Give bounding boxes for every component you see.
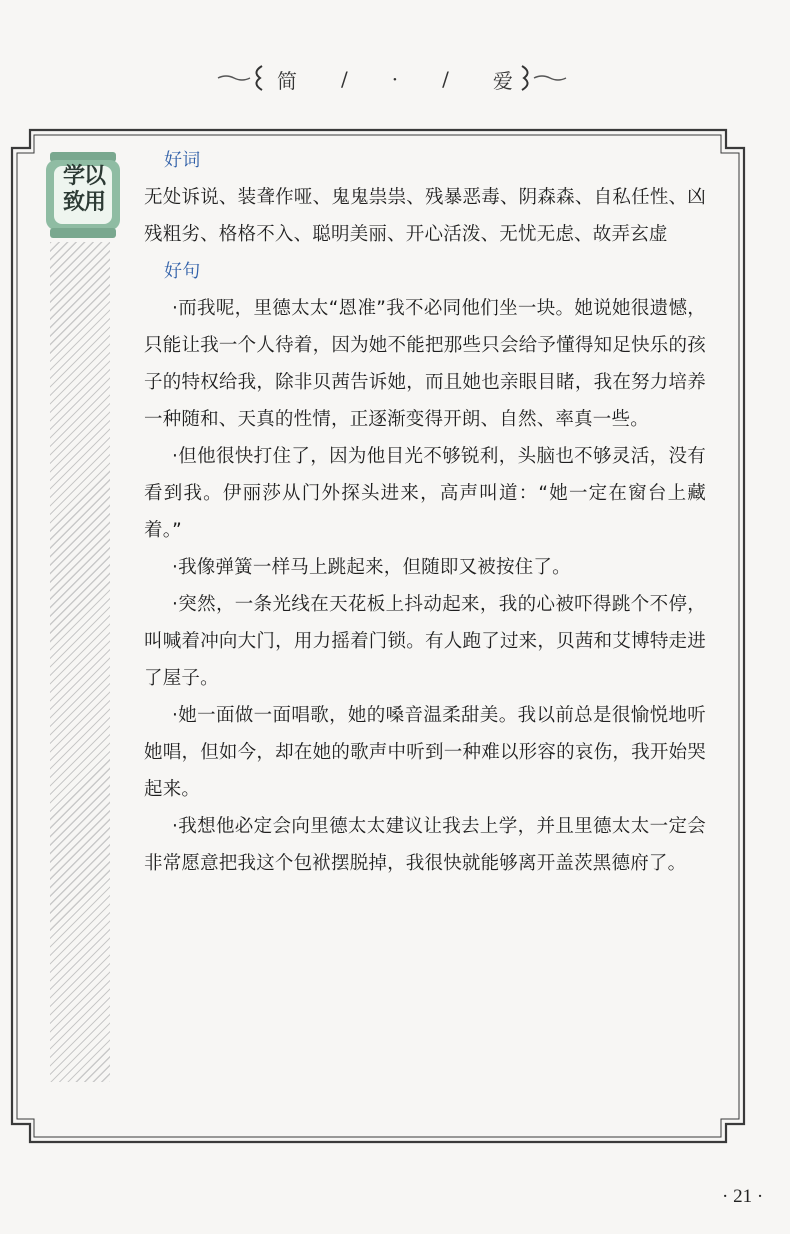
sentence-item: ·但他很快打住了，因为他目光不够锐利，头脑也不够灵活，没有看到我。伊丽莎从门外探头进来，高声叫道：“她一定在窗台上藏着。” <box>144 446 706 541</box>
title-char: 简 <box>277 68 297 93</box>
title-separator: / <box>442 67 449 91</box>
good-words-text: 无处诉说、装聋作哑、鬼鬼祟祟、残暴恶毒、阴森森、自私任性、凶残粗劣、格格不入、聪明美丽、开心活泼、无忧无虑、故弄玄虚 <box>144 187 706 245</box>
sentence-item: ·我像弹簧一样马上跳起来，但随即又被按住了。 <box>172 557 571 578</box>
sentence-item: ·突然，一条光线在天花板上抖动起来，我的心被吓得跳个不停，叫喊着冲向大门，用力摇着门锁。有人跑了过来，贝茜和艾博特走进了屋子。 <box>144 594 706 689</box>
good-words-heading: 好词 <box>164 150 201 171</box>
good-sentences-heading: 好句 <box>164 261 201 282</box>
badge-line: 致用 <box>62 189 105 215</box>
badge-label <box>57 163 111 215</box>
sentence-item: ·而我呢，里德太太“恩准”我不必同他们坐一块。她说她很遗憾，只能让我一个人待着，因为她不能把那些只会给予懂得知足快乐的孩子的特权给我，除非贝茜告诉她，而且她也亲眼目睹，我在努力培养一种随和、天真的性情，正逐渐变得开朗、自然、率真一些。 <box>144 298 706 430</box>
title-char: 爱 <box>492 68 513 93</box>
page-number: · 21 · <box>722 1186 764 1207</box>
sentence-item: ·她一面做一面唱歌，她的嗓音温柔甜美。我以前总是很愉悦地听她唱，但如今，却在她的歌声中听到一种难以形容的哀伤，我开始哭起来。 <box>144 705 706 800</box>
badge-line: 学以 <box>62 163 105 189</box>
title-separator: / <box>341 67 348 91</box>
main-content <box>144 142 706 882</box>
sentence-item: ·我想他必定会向里德太太建议让我去上学，并且里德太太一定会非常愿意把我这个包袱摆脱掉，我很快就能够离开盖茨黑德府了。 <box>144 816 706 874</box>
title-separator: · <box>391 67 399 91</box>
decorative-hatch-bar <box>50 242 110 1082</box>
